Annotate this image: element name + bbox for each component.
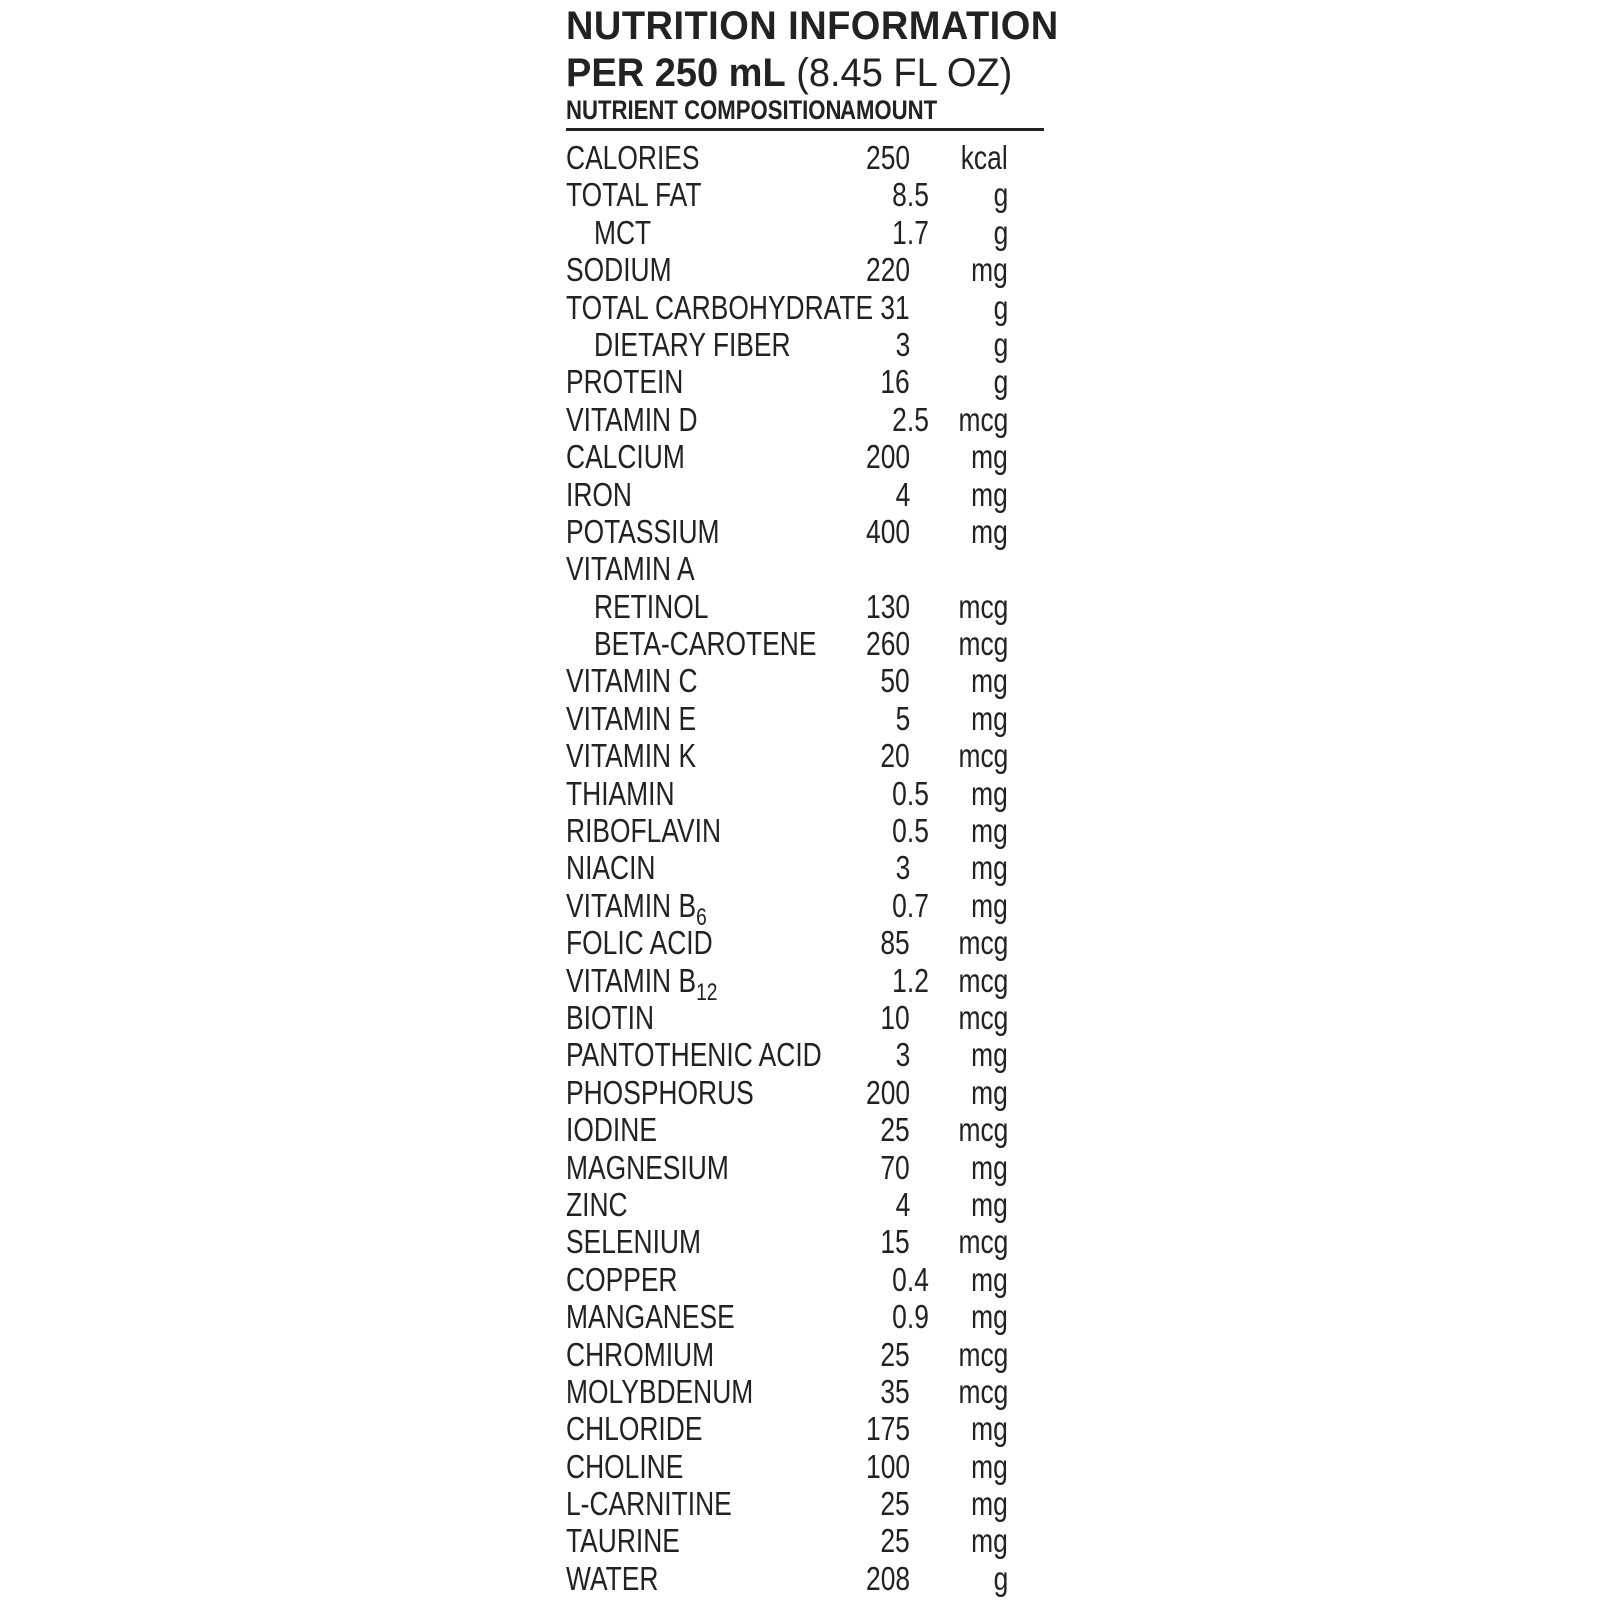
nutrient-unit: kcal bbox=[961, 139, 1008, 176]
nutrient-row bbox=[566, 737, 1044, 774]
nutrient-row bbox=[566, 1485, 1044, 1522]
nutrient-name: DIETARY FIBER bbox=[594, 325, 791, 363]
nutrient-amount: 20 bbox=[880, 737, 910, 775]
nutrient-name: SODIUM bbox=[566, 251, 672, 289]
nutrient-row bbox=[566, 1448, 1044, 1485]
nutrient-row bbox=[566, 1410, 1044, 1447]
nutrient-name: MCT bbox=[594, 213, 652, 251]
nutrient-name: MAGNESIUM bbox=[566, 1148, 729, 1186]
nutrient-name: PROTEIN bbox=[566, 363, 684, 401]
nutrient-unit: g bbox=[993, 213, 1008, 251]
nutrient-unit: mg bbox=[971, 1036, 1008, 1074]
nutrient-row bbox=[566, 588, 1044, 625]
nutrient-amount: 3 bbox=[895, 849, 910, 887]
nutrient-amount: 175 bbox=[865, 1410, 910, 1448]
nutrient-name: TOTAL CARBOHYDRATE bbox=[566, 288, 874, 326]
nutrient-name-subscript: 12 bbox=[696, 978, 718, 1006]
nutrient-amount: 0.5 bbox=[892, 812, 929, 850]
nutrient-amount: 1.2 bbox=[892, 961, 929, 999]
nutrient-name: MOLYBDENUM bbox=[566, 1372, 754, 1410]
nutrient-row bbox=[566, 438, 1044, 475]
nutrient-name: POTASSIUM bbox=[566, 512, 720, 550]
nutrient-amount: 2.5 bbox=[892, 400, 929, 438]
nutrient-amount: 70 bbox=[880, 1148, 910, 1186]
nutrient-name: CHROMIUM bbox=[566, 1335, 715, 1373]
nutrient-row bbox=[566, 999, 1044, 1036]
column-header-nutrient: NUTRIENT COMPOSITION bbox=[566, 95, 842, 125]
nutrient-unit: mcg bbox=[958, 961, 1008, 999]
nutrient-row bbox=[566, 550, 1044, 587]
nutrient-unit: mcg bbox=[958, 998, 1008, 1036]
nutrient-name: VITAMIN C bbox=[566, 662, 698, 700]
nutrient-unit: mcg bbox=[958, 737, 1008, 775]
nutrient-name: VITAMIN K bbox=[566, 737, 697, 775]
nutrient-unit: g bbox=[993, 288, 1008, 326]
nutrient-row bbox=[566, 363, 1044, 400]
nutrient-unit: mg bbox=[971, 1447, 1008, 1485]
serving-size-metric: PER 250 mL bbox=[566, 51, 786, 95]
nutrient-unit: mg bbox=[971, 1485, 1008, 1523]
nutrient-row bbox=[566, 513, 1044, 550]
nutrient-row bbox=[566, 700, 1044, 737]
nutrient-name: BIOTIN bbox=[566, 998, 655, 1036]
nutrient-name: CALORIES bbox=[566, 139, 700, 176]
nutrient-unit: mg bbox=[971, 699, 1008, 737]
nutrient-row bbox=[566, 1336, 1044, 1373]
nutrient-row bbox=[566, 1149, 1044, 1186]
column-header-amount: AMOUNT bbox=[840, 95, 938, 125]
nutrient-unit: mg bbox=[971, 1185, 1008, 1223]
nutrient-amount: 130 bbox=[865, 587, 910, 625]
nutrient-amount: 0.4 bbox=[892, 1260, 929, 1298]
nutrient-unit: mcg bbox=[958, 400, 1008, 438]
nutrient-amount: 8.5 bbox=[892, 176, 929, 214]
nutrient-amount: 260 bbox=[865, 625, 910, 663]
nutrient-name: CHLORIDE bbox=[566, 1410, 703, 1448]
nutrient-name: RIBOFLAVIN bbox=[566, 812, 722, 850]
nutrient-row bbox=[566, 1074, 1044, 1111]
nutrient-amount: 5 bbox=[895, 699, 910, 737]
nutrient-amount: 208 bbox=[865, 1559, 910, 1597]
nutrient-unit: mg bbox=[971, 438, 1008, 476]
nutrient-row bbox=[566, 961, 1044, 1006]
nutrient-amount: 0.7 bbox=[892, 886, 929, 924]
nutrient-unit: mg bbox=[971, 849, 1008, 887]
nutrient-name-text: VITAMIN B bbox=[566, 961, 697, 999]
serving-size bbox=[566, 49, 1012, 97]
nutrient-amount: 3 bbox=[895, 1036, 910, 1074]
nutrient-name: MANGANESE bbox=[566, 1298, 735, 1336]
nutrient-amount: 31 bbox=[880, 288, 910, 326]
nutrient-name: BETA-CAROTENE bbox=[594, 625, 817, 663]
nutrient-row bbox=[566, 886, 1044, 931]
nutrient-row bbox=[566, 214, 1044, 251]
nutrient-row bbox=[566, 625, 1044, 662]
nutrient-row bbox=[566, 176, 1044, 213]
nutrient-name-text: VITAMIN B bbox=[566, 886, 697, 924]
nutrient-name: VITAMIN E bbox=[566, 699, 697, 737]
nutrient-name: COPPER bbox=[566, 1260, 678, 1298]
nutrient-amount: 200 bbox=[865, 1073, 910, 1111]
nutrient-unit: mg bbox=[971, 1148, 1008, 1186]
nutrient-name: ZINC bbox=[566, 1185, 628, 1223]
nutrient-unit: mcg bbox=[958, 1111, 1008, 1149]
nutrient-amount: 25 bbox=[880, 1485, 910, 1523]
nutrient-name bbox=[566, 886, 707, 931]
nutrient-unit: mg bbox=[971, 1260, 1008, 1298]
nutrient-name: VITAMIN D bbox=[566, 400, 698, 438]
nutrient-name: SELENIUM bbox=[566, 1223, 701, 1261]
nutrient-unit: mg bbox=[971, 512, 1008, 550]
nutrient-unit: mcg bbox=[958, 587, 1008, 625]
nutrient-name-subscript: 6 bbox=[696, 903, 707, 931]
nutrient-amount: 16 bbox=[880, 363, 910, 401]
serving-size-imperial: (8.45 FL OZ) bbox=[785, 51, 1013, 95]
header-divider bbox=[566, 128, 1044, 131]
nutrient-name: TOTAL FAT bbox=[566, 176, 702, 214]
nutrient-amount: 0.9 bbox=[892, 1298, 929, 1336]
nutrient-name: IODINE bbox=[566, 1111, 657, 1149]
nutrient-amount: 10 bbox=[880, 998, 910, 1036]
nutrient-name: IRON bbox=[566, 475, 632, 513]
nutrient-name: CHOLINE bbox=[566, 1447, 684, 1485]
nutrient-unit: g bbox=[993, 1559, 1008, 1597]
nutrient-row bbox=[566, 251, 1044, 288]
nutrient-name: TAURINE bbox=[566, 1522, 680, 1560]
nutrient-row bbox=[566, 289, 1044, 326]
nutrient-unit: mcg bbox=[958, 1223, 1008, 1261]
nutrient-amount: 25 bbox=[880, 1335, 910, 1373]
nutrient-row bbox=[566, 775, 1044, 812]
nutrient-row bbox=[566, 326, 1044, 363]
nutrient-unit: mcg bbox=[958, 924, 1008, 962]
nutrient-amount: 3 bbox=[895, 325, 910, 363]
nutrient-amount: 4 bbox=[895, 1185, 910, 1223]
nutrient-unit: mg bbox=[971, 1073, 1008, 1111]
nutrient-unit: mcg bbox=[958, 1372, 1008, 1410]
nutrient-unit: mcg bbox=[958, 1335, 1008, 1373]
nutrient-name: PHOSPHORUS bbox=[566, 1073, 754, 1111]
nutrient-amount: 35 bbox=[880, 1372, 910, 1410]
panel-title: NUTRITION INFORMATION bbox=[566, 4, 1059, 48]
nutrient-unit: g bbox=[993, 176, 1008, 214]
nutrient-row bbox=[566, 924, 1044, 961]
nutrient-amount: 200 bbox=[865, 438, 910, 476]
nutrient-row bbox=[566, 1223, 1044, 1260]
nutrient-row bbox=[566, 139, 1044, 176]
nutrient-unit: g bbox=[993, 325, 1008, 363]
nutrient-row bbox=[566, 1261, 1044, 1298]
nutrient-amount: 0.5 bbox=[892, 774, 929, 812]
nutrient-unit: mg bbox=[971, 774, 1008, 812]
nutrient-row bbox=[566, 1036, 1044, 1073]
nutrient-name: PANTOTHENIC ACID bbox=[566, 1036, 822, 1074]
nutrient-unit: g bbox=[993, 363, 1008, 401]
nutrient-row bbox=[566, 401, 1044, 438]
nutrient-amount: 100 bbox=[865, 1447, 910, 1485]
nutrient-amount: 50 bbox=[880, 662, 910, 700]
nutrient-name: VITAMIN A bbox=[566, 550, 695, 588]
nutrient-table bbox=[566, 139, 1044, 1597]
nutrient-row bbox=[566, 1522, 1044, 1559]
nutrient-name bbox=[566, 961, 718, 1006]
nutrient-row bbox=[566, 849, 1044, 886]
nutrient-name: CALCIUM bbox=[566, 438, 685, 476]
nutrient-unit: mg bbox=[971, 886, 1008, 924]
nutrient-unit: mcg bbox=[958, 625, 1008, 663]
nutrient-unit: mg bbox=[971, 1410, 1008, 1448]
nutrient-amount: 15 bbox=[880, 1223, 910, 1261]
nutrient-row bbox=[566, 1373, 1044, 1410]
nutrient-unit: mg bbox=[971, 662, 1008, 700]
nutrient-unit: mg bbox=[971, 812, 1008, 850]
nutrient-name: FOLIC ACID bbox=[566, 924, 713, 962]
nutrient-row bbox=[566, 1111, 1044, 1148]
nutrient-row bbox=[566, 1186, 1044, 1223]
nutrient-name: THIAMIN bbox=[566, 774, 675, 812]
nutrient-amount: 85 bbox=[880, 924, 910, 962]
nutrient-amount: 400 bbox=[865, 512, 910, 550]
nutrient-row bbox=[566, 1560, 1044, 1597]
nutrient-name: NIACIN bbox=[566, 849, 656, 887]
nutrient-amount: 25 bbox=[880, 1111, 910, 1149]
nutrient-unit: mg bbox=[971, 251, 1008, 289]
nutrient-row bbox=[566, 812, 1044, 849]
nutrient-name: WATER bbox=[566, 1559, 659, 1597]
nutrient-unit: mg bbox=[971, 1298, 1008, 1336]
nutrient-unit: mg bbox=[971, 1522, 1008, 1560]
nutrient-amount: 1.7 bbox=[892, 213, 929, 251]
nutrient-name: L-CARNITINE bbox=[566, 1485, 732, 1523]
nutrient-amount: 25 bbox=[880, 1522, 910, 1560]
nutrient-row bbox=[566, 1298, 1044, 1335]
nutrient-name: RETINOL bbox=[594, 587, 709, 625]
nutrient-amount: 4 bbox=[895, 475, 910, 513]
nutrient-unit: mg bbox=[971, 475, 1008, 513]
nutrient-amount: 250 bbox=[865, 139, 910, 176]
nutrient-row bbox=[566, 662, 1044, 699]
nutrient-row bbox=[566, 476, 1044, 513]
nutrient-amount: 220 bbox=[865, 251, 910, 289]
